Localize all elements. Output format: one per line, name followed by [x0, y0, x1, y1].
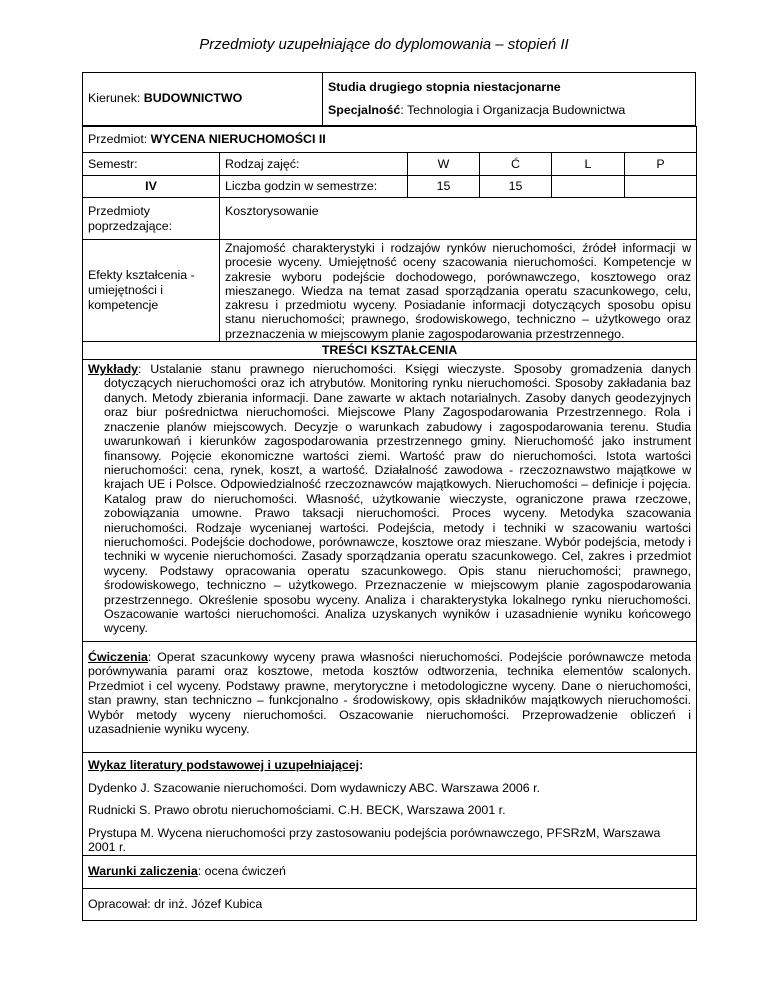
syllabus-table	[82, 126, 697, 921]
tresci-heading: TREŚCI KSZTAŁCENIA	[83, 342, 697, 360]
studia-type: Studia drugiego stopnia niestacjonarne	[328, 80, 561, 94]
literatura-item: Dydenko J. Szacowanie nieruchomości. Dom wydawniczy ABC. Warszawa 2006 r.	[88, 780, 540, 795]
literatura-item: Rudnicki S. Prawo obrotu nieruchomościami. C.H. BECK, Warszawa 2001 r.	[88, 803, 506, 818]
godziny-w: 15	[408, 176, 480, 198]
wyklady-row	[83, 360, 697, 642]
col-l: L	[552, 153, 625, 176]
kierunek-value: BUDOWNICTWO	[143, 91, 243, 105]
efekty-label: Efekty kształcenia - umiejętności i kompetencje	[83, 240, 220, 342]
opracowal-cell: Opracował: dr inż. Józef Kubica	[83, 888, 697, 920]
rodzaj-label: Rodzaj zajęć:	[220, 153, 408, 176]
efekty-row	[83, 240, 697, 342]
page-title: Przedmioty uzupełniające do dyplomowania – stopień II	[199, 36, 569, 53]
przedmiot-value: WYCENA NIERUCHOMOŚCI II	[150, 132, 326, 146]
col-w: W	[408, 153, 480, 176]
course-header	[82, 72, 696, 126]
cwiczenia-row	[83, 642, 697, 753]
godziny-label: Liczba godzin w semestrze:	[220, 176, 408, 198]
specjalnosc	[328, 103, 625, 117]
literatura-item: Prystupa M. Wycena nieruchomości przy zastosowaniu podejścia porównawczego, PFSRzM, Warszawa 2001 r.	[88, 825, 661, 855]
semestr-value: IV	[83, 176, 220, 198]
specjalnosc-label: Specjalność	[328, 103, 401, 117]
godziny-c: 15	[480, 176, 552, 198]
przedmiot-label: Przedmiot:	[88, 132, 151, 146]
cwiczenia-label: Ćwiczenia	[88, 650, 148, 665]
semestr-label: Semestr:	[83, 153, 220, 176]
col-c: Ć	[480, 153, 552, 176]
poprzedzajace-label: Przedmioty poprzedzające:	[83, 198, 220, 240]
specjalnosc-value: : Technologia i Organizacja Budownictwa	[400, 103, 626, 117]
literatura-heading	[88, 758, 691, 773]
przedmiot-cell	[83, 127, 697, 153]
poprzedzajace-row	[83, 198, 697, 240]
warunki-row	[83, 855, 697, 888]
cwiczenia-text: : Operat szacunkowy wyceny prawa własności nieruchomości. Podejście porównawcze metoda porównywania parami oraz kosztowe, metoda kosztów odtworzenia, technika elementów scalonych. Przedmiot i cel wyceny. Podstawy prawne, merytoryczne i metodologiczne wyceny. Dane o nieruchomości, stan prawny, stan techniczno – funkcjonalno - środowiskowy, opis składników majątkowych nieruchomości. Wybór metody wyceny nieruchomości. Oszacowanie nieruchomości. Przeprowadzenie obliczeń i uzasadnienie wyniku wyceny.	[88, 650, 692, 737]
literatura-row	[83, 753, 697, 856]
poprzedzajace-value: Kosztorysowanie	[220, 198, 697, 240]
przedmiot-row	[83, 127, 697, 153]
header-divider	[322, 73, 323, 125]
godziny-p	[625, 176, 697, 198]
opracowal-row	[83, 888, 697, 920]
kierunek-label: Kierunek:	[88, 91, 144, 105]
rodzaj-row	[83, 153, 697, 176]
tresci-row	[83, 342, 697, 360]
col-p: P	[625, 153, 697, 176]
warunki-value: : ocena ćwiczeń	[197, 864, 286, 879]
warunki-label: Warunki zaliczenia	[88, 864, 198, 879]
wyklady-text: : Ustalanie stanu prawnego nieruchomości. Księgi wieczyste. Sposoby gromadzenia danych dotyczących nieruchomości oraz ich atrybutów. Monitoring rynku nieruchomości. Sposoby zakładania baz danych. Metody zbierania informacji. Dane zawarte w aktach notarialnych. Zasoby danych geodezyjnych oraz biur pośrednictwa nieruchomości. Miejscowe Plany Zagospodarowania Przestrzennego. Rola i znaczenie planów miejscowych. Decyzje o warunkach zabudowy i zagospodarowania terenu. Studia uwarunkowań i kierunków zagospodarowania przestrzennego gminy. Nieruchomość jako instrument finansowy. Pojęcie ekonomiczne wartości ziemi. Wartość praw do nieruchomości. Istota wartości nieruchomości: cena, rynek, koszt, a wartość. Działalność zawodowa - rzeczoznawstwo majątkowe w krajach UE i Polsce. Odpowiedzialność rzeczoznawców majątkowych. Nieruchomości – definicje i pojęcia. Katalog praw do nieruchomości. Własność, użytkowanie wieczyste, ograniczone prawa rzeczowe, zobowiązania umowne. Prawo taksacji nieruchomości. Proces wyceny. Metodyka szacowania nieruchomości. Rodzaje wycenianej wartości. Podejścia, metody i techniki w szacowaniu wartości nieruchomości. Podejście dochodowe, porównawcze, kosztowe oraz mieszane. Wybór podejścia, metody i techniki w wycenie nieruchomości. Zasady sporządzania operatu szacunkowego. Cel, zakres i przedmiot wyceny. Podstawy opracowania operatu szacunkowego. Opis stanu nieruchomości; prawnego, środowiskowego, techniczno – użytkowego. Przeznaczenie w miejscowym planie zagospodarowania przestrzennego. Określenie sposobu wyceny. Analiza i charakterystyka lokalnego rynku nieruchomości. Oszacowanie wartości nieruchomości. Analiza uzyskanych wyników i uzasadnienie wyniku końcowego wyceny.	[104, 362, 692, 636]
wyklady-cell	[83, 360, 697, 642]
wyklady-label: Wykłady	[88, 362, 139, 377]
warunki-cell	[83, 855, 697, 888]
literatura-colon: :	[359, 758, 364, 773]
cwiczenia-cell	[83, 642, 697, 753]
literatura-label: Wykaz literatury podstawowej i uzupełniającej	[88, 758, 360, 773]
godziny-l	[552, 176, 625, 198]
godziny-row	[83, 176, 697, 198]
kierunek	[88, 91, 242, 105]
literatura-cell	[83, 753, 697, 856]
efekty-value: Znajomość charakterystyki i rodzajów rynków nieruchomości, źródeł informacji w procesie wyceny. Umiejętność oceny szacowania nieruchomości. Kompetencje w zakresie wyboru podejście dochodowego, porównawczego, kosztowego oraz mieszanego. Wiedza na temat zasad sporządzania operatu szacunkowego, celu, zakresu i przedmiotu wyceny. Posiadanie informacji dotyczących sposobu opisu stanu nieruchomości; prawnego, środowiskowego, techniczno – użytkowego oraz przeznaczenia w miejscowym planie zagospodarowania przestrzennego.	[220, 240, 697, 342]
